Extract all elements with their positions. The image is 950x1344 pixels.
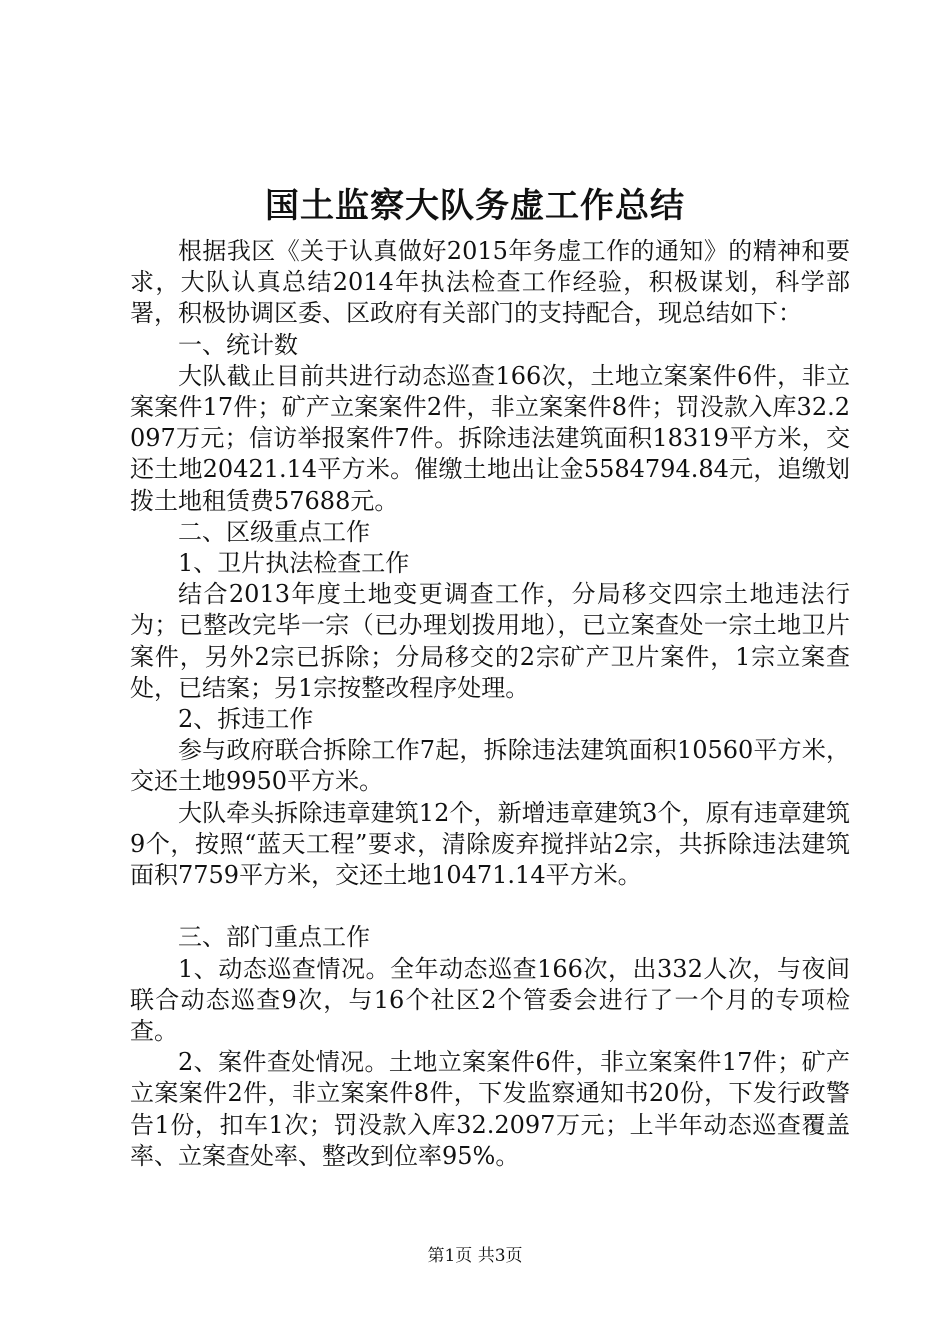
demolition-paragraph-1: 参与政府联合拆除工作7起，拆除违法建筑面积10560平方米，交还土地9950平方米。 <box>130 736 850 796</box>
intro-paragraph: 根据我区《关于认真做好2015年务虚工作的通知》的精神和要求，大队认真总结2014年执法检查工作经验，积极谋划，科学部署，积极协调区委、区政府有关部门的支持配合，现总结如下： <box>130 237 850 328</box>
blank-line <box>130 891 850 922</box>
satellite-inspection-paragraph: 结合2013年度土地变更调查工作，分局移交四宗土地违法行为；已整改完毕一宗（已办理划拨用地），已立案查处一宗土地卫片案件，另外2宗已拆除；分局移交的2宗矿产卫片案件，1宗立案查处，已结案；另1宗按整改程序处理。 <box>130 580 850 702</box>
section-heading-statistics: 一、统计数 <box>178 330 298 359</box>
patrol-paragraph: 1、动态巡查情况。全年动态巡查166次，出332人次，与夜间联合动态巡查9次，与16个社区2个管委会进行了一个月的专项检查。 <box>130 954 850 1046</box>
document-title: 国土监察大队务虚工作总结 <box>265 186 685 226</box>
page-number: 第1页 共3页 <box>427 1246 523 1266</box>
demolition-paragraph-2: 大队牵头拆除违章建筑12个，新增违章建筑3个，原有违章建筑9个，按照“蓝天工程”要求，清除废弃搅拌站2宗，共拆除违法建筑面积7759平方米，交还土地10471.14平方米。 <box>130 798 850 890</box>
subheading-demolition: 2、拆违工作 <box>178 705 314 734</box>
section-heading-district-work: 二、区级重点工作 <box>178 517 370 546</box>
section-heading-department-work: 三、部门重点工作 <box>178 923 370 952</box>
document-body <box>130 236 850 1172</box>
statistics-paragraph: 大队截止目前共进行动态巡查166次，土地立案案件6件，非立案案件17件；矿产立案案件2件，非立案案件8件；罚没款入库32.2097万元；信访举报案件7件。拆除违法建筑面积18319平方米，交还土地20421.14平方米。催缴土地出让金5584794.84元，追缴划拨土地租赁费57688元。 <box>130 361 850 515</box>
subheading-satellite-inspection: 1、卫片执法检查工作 <box>178 549 410 578</box>
case-handling-paragraph: 2、案件查处情况。土地立案案件6件，非立案案件17件；矿产立案案件2件，非立案案件8件，下发监察通知书20份，下发行政警告1份，扣车1次；罚没款入库32.2097万元；上半年动态巡查覆盖率、立案查处率、整改到位率95%。 <box>130 1048 850 1170</box>
